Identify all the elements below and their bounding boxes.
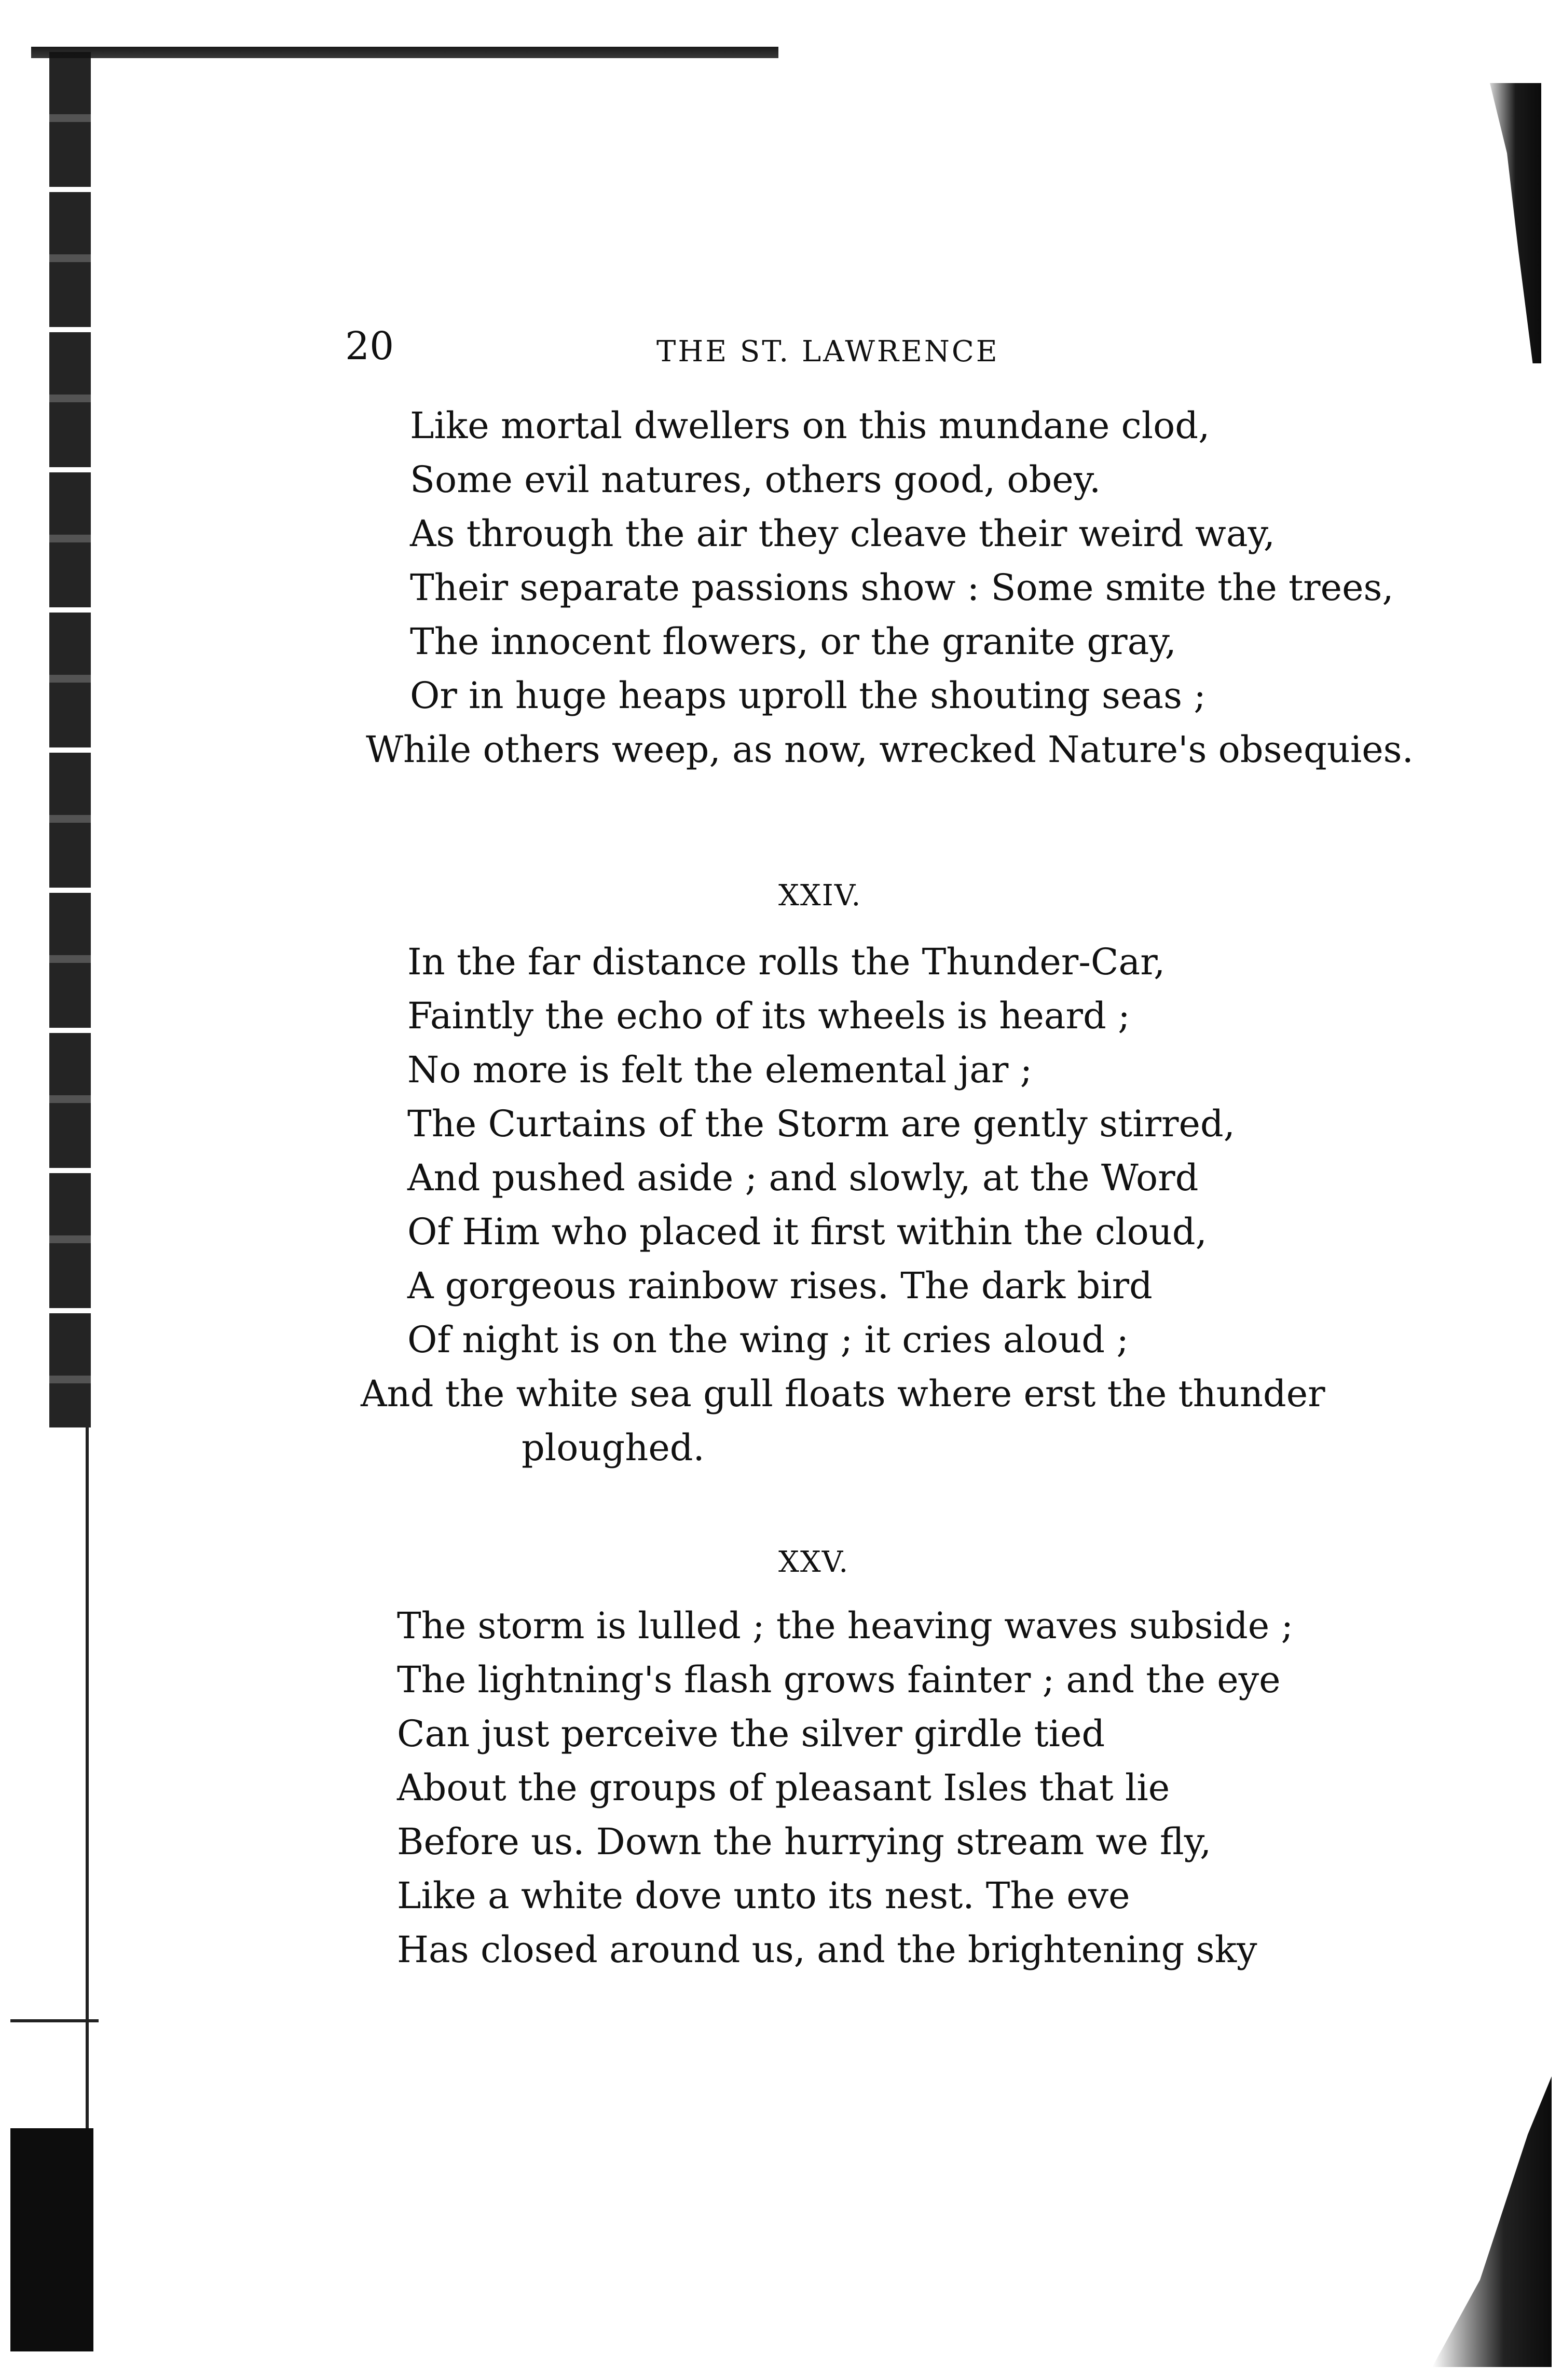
poem-line: No more is felt the elemental jar ; bbox=[407, 1049, 1033, 1091]
poem-line: The storm is lulled ; the heaving waves subside ; bbox=[397, 1604, 1294, 1647]
poem-line: While others weep, as now, wrecked Nature's obsequies. bbox=[366, 728, 1414, 771]
poem-line: And the white sea gull floats where erst the thunder bbox=[361, 1372, 1325, 1415]
scan-edge-left-block bbox=[10, 2128, 93, 2351]
poem-line: As through the air they cleave their weird way, bbox=[410, 512, 1276, 555]
stanza-number: XXIV. bbox=[778, 879, 862, 913]
poem-line: Has closed around us, and the brightening sky bbox=[397, 1928, 1257, 1971]
poem-line: Like a white dove unto its nest. The eve bbox=[397, 1874, 1130, 1917]
page-number: 20 bbox=[345, 324, 394, 369]
poem-line: Faintly the echo of its wheels is heard ; bbox=[407, 995, 1130, 1037]
poem-line: Their separate passions show : Some smite the trees, bbox=[410, 566, 1394, 609]
scan-edge-left-rule bbox=[10, 2019, 99, 2022]
poem-line: Like mortal dwellers on this mundane clod, bbox=[410, 404, 1210, 447]
poem-line: The lightning's flash grows fainter ; and the eye bbox=[397, 1658, 1281, 1701]
poem-line: And pushed aside ; and slowly, at the Word bbox=[407, 1157, 1199, 1199]
poem-line: ploughed. bbox=[522, 1426, 705, 1469]
poem-line: Some evil natures, others good, obey. bbox=[410, 458, 1101, 501]
poem-line: Before us. Down the hurrying stream we fly, bbox=[397, 1820, 1212, 1863]
poem-line: Can just perceive the silver girdle tied bbox=[397, 1712, 1105, 1755]
poem-line: Or in huge heaps uproll the shouting seas ; bbox=[410, 674, 1206, 717]
poem-line: About the groups of pleasant Isles that lie bbox=[397, 1766, 1170, 1809]
poem-line: The innocent flowers, or the granite gray, bbox=[410, 620, 1176, 663]
poem-line: Of Him who placed it first within the cloud, bbox=[407, 1211, 1207, 1253]
poem-line: A gorgeous rainbow rises. The dark bird bbox=[407, 1264, 1153, 1307]
scan-edge-left bbox=[49, 52, 91, 1427]
scan-edge-right-bottom bbox=[1432, 2076, 1552, 2367]
poem-line: The Curtains of the Storm are gently stirred, bbox=[407, 1103, 1235, 1145]
poem-line: Of night is on the wing ; it cries aloud ; bbox=[407, 1318, 1129, 1361]
scan-edge-top bbox=[31, 47, 778, 58]
poem-line: In the far distance rolls the Thunder-Car, bbox=[407, 941, 1166, 983]
stanza-number: XXV. bbox=[778, 1545, 849, 1579]
running-head: THE ST. LAWRENCE bbox=[656, 335, 999, 369]
scan-edge-right-top bbox=[1484, 83, 1541, 363]
